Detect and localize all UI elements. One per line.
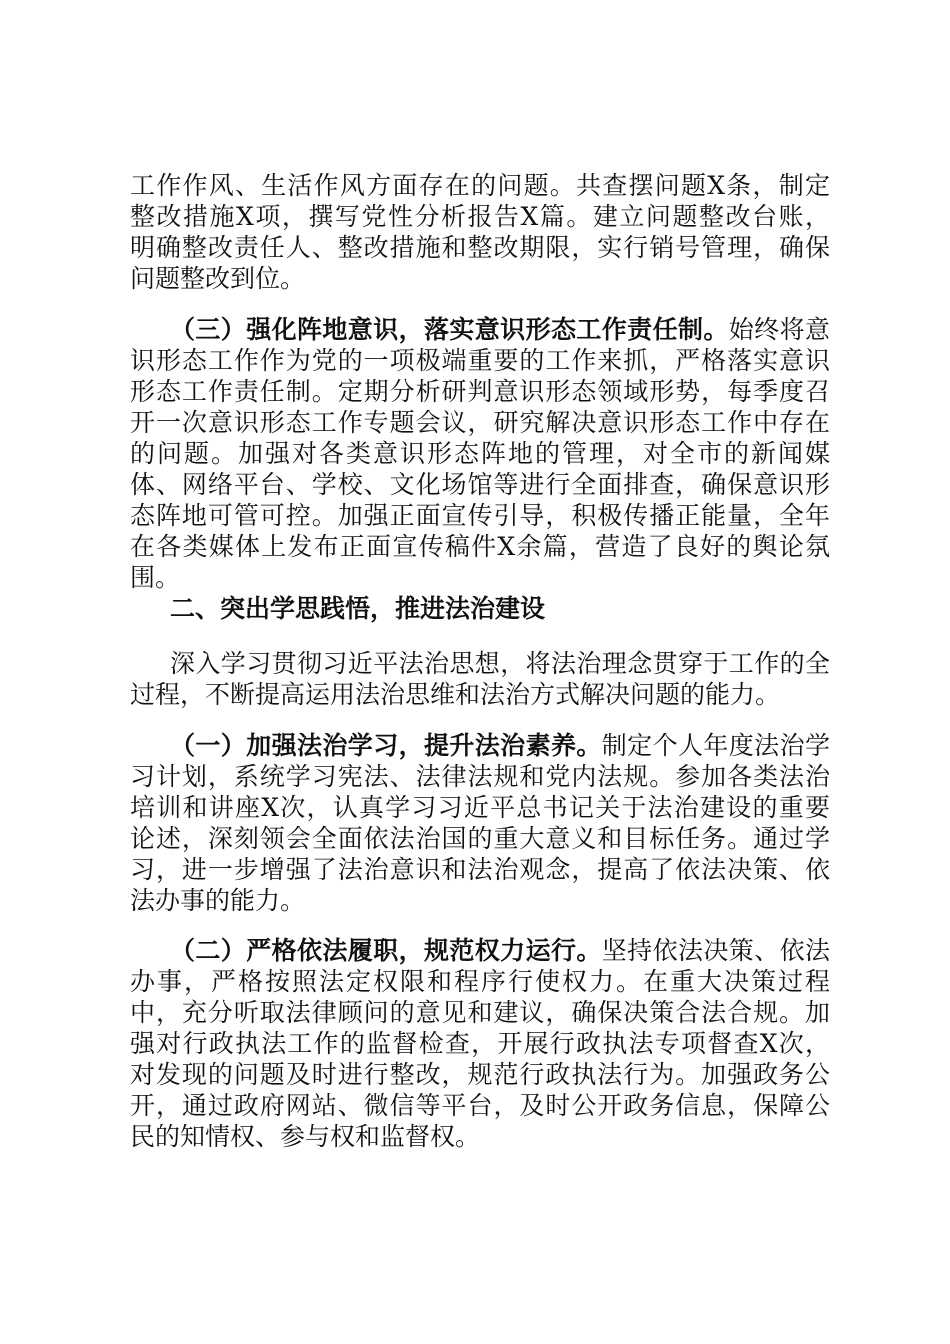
para4-first-line-rest: 制定个人年度法治学 (601, 731, 830, 760)
para5-line-3: 中，充分听取法律顾问的意见和建议，确保决策合法合规。加 (130, 998, 830, 1027)
para3-line-1: 深入学习贯彻习近平法治思想，将法治理念贯穿于工作的全 (170, 649, 830, 678)
para5-first-line-rest: 坚持依法决策、依法 (601, 936, 830, 965)
para5-heading: （二）严格依法履职，规范权力运行。 (170, 936, 602, 965)
para4-line-4: 论述，深刻领会全面依法治国的重大意义和目标任务。通过学 (130, 824, 830, 853)
para3-line-2: 过程，不断提高运用法治思维和法治方式解决问题的能力。 (130, 680, 781, 709)
para4-line-3: 培训和讲座X次，认真学习习近平总书记关于法治建设的重要 (130, 793, 830, 822)
para2-line-8: 在各类媒体上发布正面宣传稿件X余篇，营造了良好的舆论氛 (130, 532, 830, 561)
para1-line-3: 明确整改责任人、整改措施和整改期限，实行销号管理，确保 (130, 233, 830, 262)
para5-line-7: 民的知情权、参与权和监督权。 (130, 1122, 481, 1151)
para5-line-2: 办事，严格按照法定权限和程序行使权力。在重大决策过程 (130, 967, 830, 996)
para2-line-3: 形态工作责任制。定期分析研判意识形态领域形势，每季度召 (130, 377, 830, 406)
section-heading: 二、突出学思践悟，推进法治建设 (170, 594, 546, 623)
para2-heading: （三）强化阵地意识，落实意识形态工作责任制。 (170, 315, 729, 344)
para2-line-9: 围。 (130, 563, 181, 592)
para1-line-4: 问题整改到位。 (130, 264, 306, 293)
para1-line-1: 工作作风、生活作风方面存在的问题。共查摆问题X条，制定 (130, 171, 830, 200)
para2-line-1 (170, 314, 830, 345)
para5-line-4: 强对行政执法工作的监督检查，开展行政执法专项督查X次， (130, 1029, 830, 1058)
para2-line-7: 态阵地可管可控。加强正面宣传引导，积极传播正能量，全年 (130, 501, 830, 530)
para4-line-1 (170, 730, 830, 761)
para2-line-2: 识形态工作作为党的一项极端重要的工作来抓，严格落实意识 (130, 346, 830, 375)
para5-line-1 (170, 935, 830, 966)
para2-line-5: 的问题。加强对各类意识形态阵地的管理，对全市的新闻媒 (130, 439, 830, 468)
para4-heading: （一）加强法治学习，提升法治素养。 (170, 731, 602, 760)
para4-line-6: 法办事的能力。 (130, 886, 306, 915)
para5-line-6: 开，通过政府网站、微信等平台，及时公开政务信息，保障公 (130, 1091, 830, 1120)
para4-line-2: 习计划，系统学习宪法、法律法规和党内法规。参加各类法治 (130, 762, 830, 791)
para4-line-5: 习，进一步增强了法治意识和法治观念，提高了依法决策、依 (130, 855, 830, 884)
para5-line-5: 对发现的问题及时进行整改，规范行政执法行为。加强政务公 (130, 1060, 830, 1089)
para2-line-6: 体、网络平台、学校、文化场馆等进行全面排查，确保意识形 (130, 470, 830, 499)
para1-line-2: 整改措施X项，撰写党性分析报告X篇。建立问题整改台账， (130, 202, 830, 231)
para2-first-line-rest: 始终将意 (728, 315, 830, 344)
para2-line-4: 开一次意识形态工作专题会议，研究解决意识形态工作中存在 (130, 408, 830, 437)
